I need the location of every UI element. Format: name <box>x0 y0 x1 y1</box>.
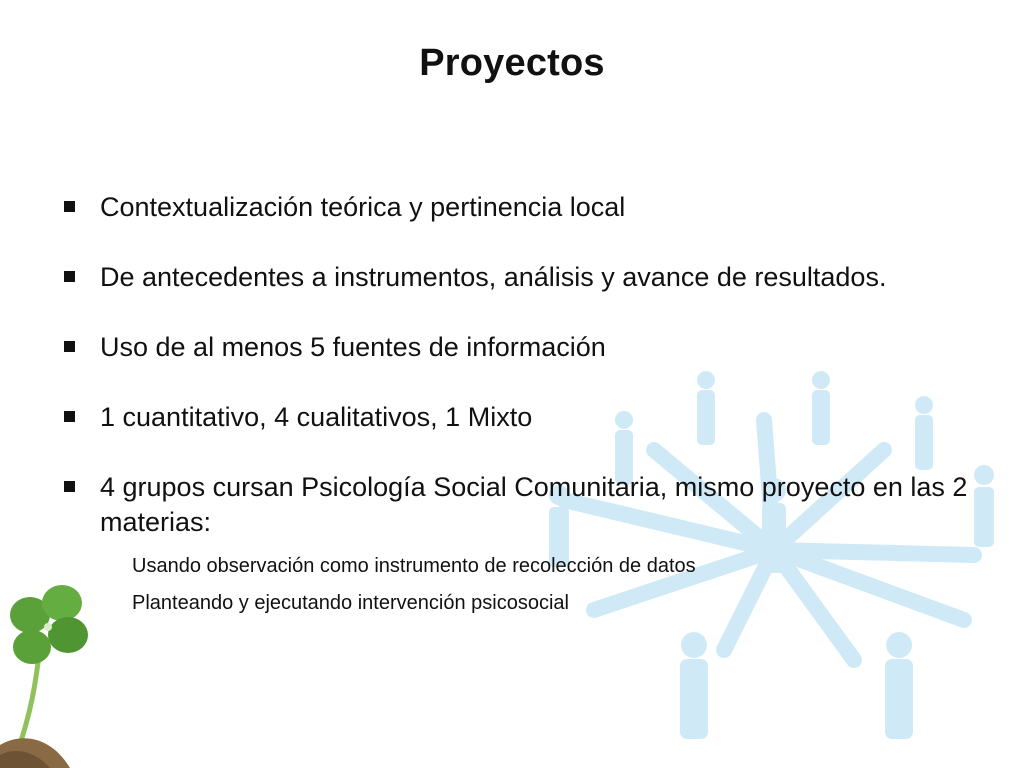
square-bullet-icon <box>64 481 75 492</box>
bullet-text: Uso de al menos 5 fuentes de información <box>100 332 606 362</box>
square-bullet-icon <box>64 341 75 352</box>
sub-bullet-item: Planteando y ejecutando intervención psicosocial <box>132 592 569 614</box>
bullet-item <box>62 470 992 540</box>
bullet-item <box>62 190 992 225</box>
square-bullet-icon <box>64 271 75 282</box>
bullet-item <box>62 330 992 365</box>
bullet-item <box>62 260 992 295</box>
sub-bullet-item: Usando observación como instrumento de recolección de datos <box>132 555 696 577</box>
bullet-text: 1 cuantitativo, 4 cualitativos, 1 Mixto <box>100 402 533 432</box>
clover-icon <box>0 575 110 768</box>
bullet-list <box>62 190 992 546</box>
bullet-text: Contextualización teórica y pertinencia local <box>100 192 626 222</box>
slide-title: Proyectos <box>419 42 605 84</box>
bullet-text: De antecedentes a instrumentos, análisis y avance de resultados. <box>100 262 887 292</box>
square-bullet-icon <box>64 411 75 422</box>
sub-bullet-list <box>132 554 696 628</box>
bullet-item <box>62 400 992 435</box>
bullet-text: 4 grupos cursan Psicología Social Comunitaria, mismo proyecto en las 2 materias: <box>100 472 968 537</box>
square-bullet-icon <box>64 201 75 212</box>
